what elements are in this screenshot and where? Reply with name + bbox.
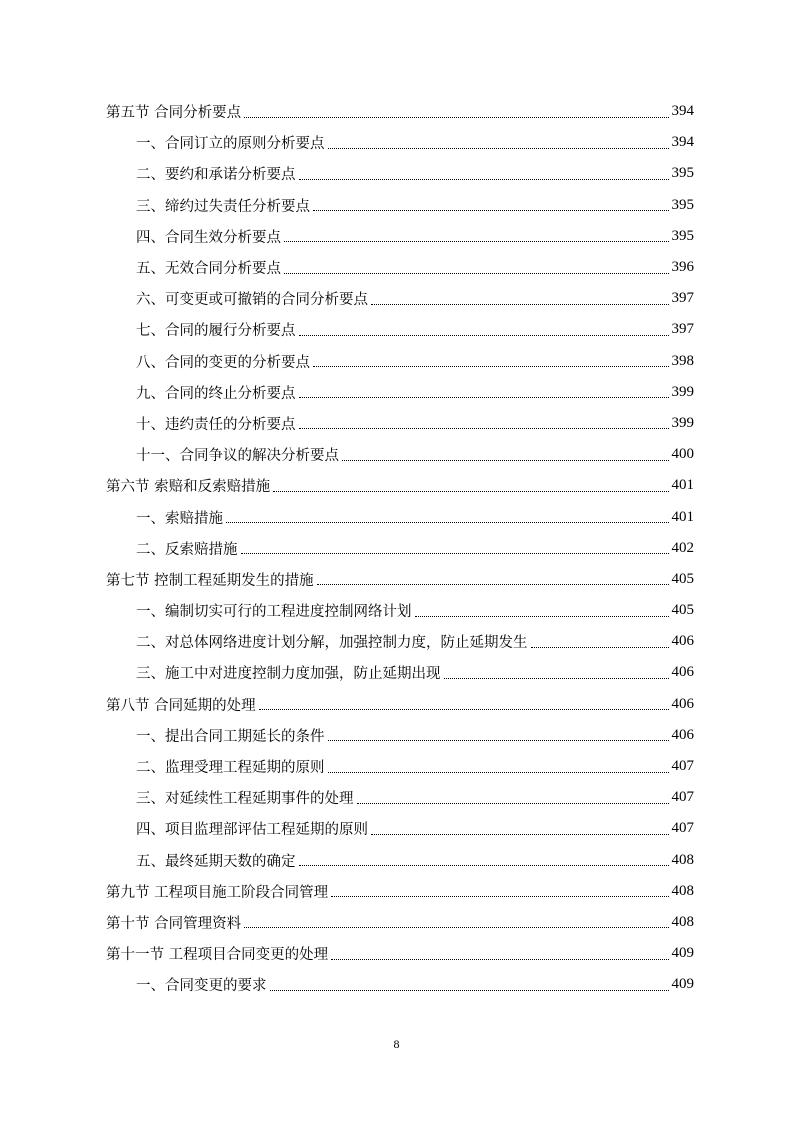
- toc-entry-title: 三、施工中对进度控制力度加强，防止延期出现: [136, 666, 441, 683]
- toc-entry-title: 第十节 合同管理资料: [106, 915, 242, 932]
- table-of-contents: [0, 96, 793, 1000]
- toc-subsection-entry[interactable]: [0, 501, 793, 532]
- toc-entry-title: 二、反索赔措施: [136, 541, 238, 558]
- toc-dot-leader: [444, 677, 669, 679]
- toc-entry-page-number: 409: [671, 976, 694, 993]
- toc-entry-title: 七、合同的履行分析要点: [136, 323, 296, 340]
- toc-dot-leader: [299, 178, 669, 180]
- toc-entry-page-number: 407: [671, 758, 694, 775]
- page-number: 8: [393, 1037, 400, 1051]
- toc-subsection-entry[interactable]: [0, 314, 793, 345]
- toc-entry-page-number: 409: [671, 945, 694, 962]
- toc-entry-page-number: 405: [671, 570, 694, 587]
- toc-subsection-entry[interactable]: [0, 283, 793, 314]
- toc-section-entry[interactable]: [0, 876, 793, 907]
- toc-subsection-entry[interactable]: [0, 969, 793, 1000]
- toc-entry-page-number: 400: [671, 446, 694, 463]
- toc-entry-page-number: 397: [671, 321, 694, 338]
- toc-entry-title: 五、无效合同分析要点: [136, 261, 281, 278]
- toc-section-entry[interactable]: [0, 470, 793, 501]
- toc-entry-title: 第五节 合同分析要点: [106, 105, 242, 122]
- toc-subsection-entry[interactable]: [0, 346, 793, 377]
- toc-entry-page-number: 397: [671, 290, 694, 307]
- toc-subsection-entry[interactable]: [0, 751, 793, 782]
- toc-entry-page-number: 407: [671, 820, 694, 837]
- toc-entry-title: 五、最终延期天数的确定: [136, 853, 296, 870]
- toc-dot-leader: [531, 646, 669, 648]
- toc-dot-leader: [357, 802, 669, 804]
- toc-entry-title: 四、项目监理部评估工程延期的原则: [136, 822, 368, 839]
- toc-dot-leader: [331, 958, 668, 960]
- toc-entry-title: 第九节 工程项目施工阶段合同管理: [106, 884, 329, 901]
- toc-entry-page-number: 398: [671, 352, 694, 369]
- toc-section-entry[interactable]: [0, 938, 793, 969]
- toc-dot-leader: [415, 615, 669, 617]
- toc-entry-page-number: 394: [671, 134, 694, 151]
- toc-subsection-entry[interactable]: [0, 595, 793, 626]
- toc-subsection-entry[interactable]: [0, 158, 793, 189]
- toc-entry-title: 八、合同的变更的分析要点: [136, 354, 310, 371]
- toc-entry-title: 一、索赔措施: [136, 510, 223, 527]
- toc-subsection-entry[interactable]: [0, 408, 793, 439]
- toc-subsection-entry[interactable]: [0, 720, 793, 751]
- toc-entry-title: 一、编制切实可行的工程进度控制网络计划: [136, 604, 412, 621]
- toc-entry-title: 四、合同生效分析要点: [136, 229, 281, 246]
- toc-dot-leader: [328, 147, 669, 149]
- toc-dot-leader: [284, 240, 669, 242]
- toc-entry-page-number: 395: [671, 196, 694, 213]
- toc-dot-leader: [284, 272, 669, 274]
- toc-dot-leader: [299, 396, 669, 398]
- toc-entry-title: 二、监理受理工程延期的原则: [136, 760, 325, 777]
- toc-entry-page-number: 395: [671, 227, 694, 244]
- toc-dot-leader: [244, 926, 668, 928]
- toc-dot-leader: [328, 739, 669, 741]
- toc-subsection-entry[interactable]: [0, 127, 793, 158]
- toc-dot-leader: [313, 209, 669, 211]
- toc-subsection-entry[interactable]: [0, 626, 793, 657]
- toc-entry-title: 三、对延续性工程延期事件的处理: [136, 791, 354, 808]
- toc-subsection-entry[interactable]: [0, 221, 793, 252]
- toc-dot-leader: [317, 583, 669, 585]
- toc-subsection-entry[interactable]: [0, 252, 793, 283]
- toc-subsection-entry[interactable]: [0, 439, 793, 470]
- toc-entry-page-number: 405: [671, 602, 694, 619]
- toc-subsection-entry[interactable]: [0, 377, 793, 408]
- toc-entry-page-number: 406: [671, 695, 694, 712]
- toc-section-entry[interactable]: [0, 564, 793, 595]
- toc-subsection-entry[interactable]: [0, 782, 793, 813]
- toc-entry-title: 二、要约和承诺分析要点: [136, 167, 296, 184]
- toc-entry-page-number: 399: [671, 383, 694, 400]
- toc-subsection-entry[interactable]: [0, 533, 793, 564]
- toc-entry-title: 第八节 合同延期的处理: [106, 697, 256, 714]
- toc-entry-title: 第十一节 工程项目合同变更的处理: [106, 947, 329, 964]
- toc-entry-title: 十一、合同争议的解决分析要点: [136, 448, 339, 465]
- toc-entry-title: 一、合同订立的原则分析要点: [136, 136, 325, 153]
- toc-dot-leader: [244, 116, 668, 118]
- toc-dot-leader: [299, 864, 669, 866]
- toc-entry-page-number: 408: [671, 913, 694, 930]
- toc-dot-leader: [259, 708, 669, 710]
- toc-entry-page-number: 399: [671, 414, 694, 431]
- toc-entry-title: 二、对总体网络进度计划分解，加强控制力度，防止延期发生: [136, 635, 528, 652]
- toc-section-entry[interactable]: [0, 907, 793, 938]
- toc-entry-page-number: 408: [671, 882, 694, 899]
- toc-entry-page-number: 406: [671, 726, 694, 743]
- toc-entry-title: 九、合同的终止分析要点: [136, 385, 296, 402]
- toc-dot-leader: [299, 334, 669, 336]
- toc-entry-page-number: 407: [671, 789, 694, 806]
- toc-dot-leader: [299, 427, 669, 429]
- toc-entry-page-number: 395: [671, 165, 694, 182]
- toc-entry-title: 十、违约责任的分析要点: [136, 416, 296, 433]
- toc-section-entry[interactable]: [0, 96, 793, 127]
- toc-dot-leader: [328, 771, 669, 773]
- toc-dot-leader: [270, 989, 669, 991]
- toc-subsection-entry[interactable]: [0, 845, 793, 876]
- toc-section-entry[interactable]: [0, 689, 793, 720]
- toc-entry-page-number: 401: [671, 477, 694, 494]
- toc-entry-title: 一、提出合同工期延长的条件: [136, 728, 325, 745]
- toc-entry-page-number: 402: [671, 539, 694, 556]
- toc-subsection-entry[interactable]: [0, 657, 793, 688]
- toc-subsection-entry[interactable]: [0, 190, 793, 221]
- toc-dot-leader: [273, 490, 668, 492]
- toc-entry-title: 六、可变更或可撤销的合同分析要点: [136, 292, 368, 309]
- toc-entry-title: 一、合同变更的要求: [136, 978, 267, 995]
- toc-entry-page-number: 408: [671, 851, 694, 868]
- toc-entry-title: 第七节 控制工程延期发生的措施: [106, 572, 314, 589]
- toc-entry-page-number: 406: [671, 633, 694, 650]
- toc-dot-leader: [331, 895, 668, 897]
- toc-entry-page-number: 396: [671, 259, 694, 276]
- toc-dot-leader: [226, 521, 669, 523]
- toc-entry-page-number: 394: [671, 103, 694, 120]
- toc-subsection-entry[interactable]: [0, 813, 793, 844]
- toc-dot-leader: [313, 365, 669, 367]
- toc-dot-leader: [371, 833, 669, 835]
- toc-dot-leader: [241, 552, 669, 554]
- toc-dot-leader: [342, 459, 669, 461]
- toc-entry-title: 第六节 索赔和反索赔措施: [106, 479, 271, 496]
- toc-entry-title: 三、缔约过失责任分析要点: [136, 198, 310, 215]
- toc-entry-page-number: 401: [671, 508, 694, 525]
- toc-entry-page-number: 406: [671, 664, 694, 681]
- toc-dot-leader: [371, 303, 669, 305]
